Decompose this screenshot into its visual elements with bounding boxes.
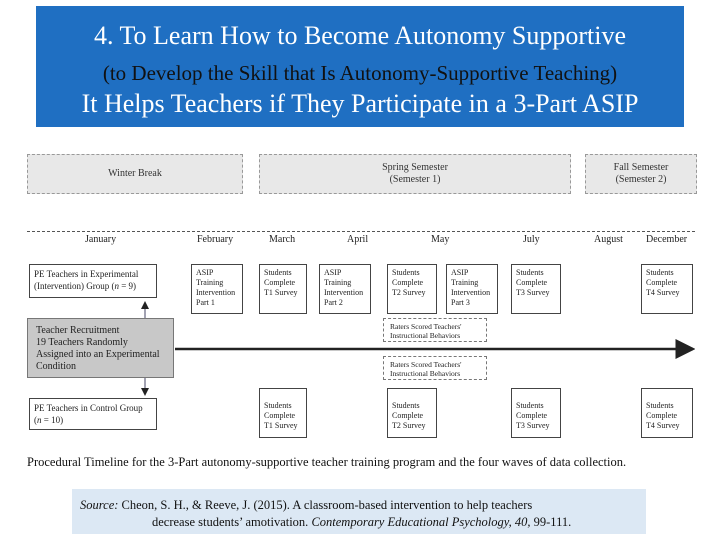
month-march: March (269, 234, 296, 245)
recruitment-line1: Teacher Recruitment (36, 325, 120, 336)
procedural-timeline-diagram (27, 150, 695, 450)
experimental-line2: (Intervention) Group (n = 9) (34, 281, 137, 291)
teacher-recruitment-box (27, 318, 174, 378)
survey-t2-experimental-box: Students Complete T2 Survey (387, 264, 437, 314)
fall-semester-label: Fall Semester (613, 162, 669, 173)
raters-box-2: Raters Scored Teachers' Instructional Behaviors (383, 356, 487, 380)
experimental-group-box (29, 264, 157, 298)
source-line2: decrease students’ amotivation. Contemporary Educational Psychology, 40, 99-111. (152, 515, 572, 529)
raters-box-1: Raters Scored Teachers' Instructional Behaviors (383, 318, 487, 342)
survey-t3-experimental-box: Students Complete T3 Survey (511, 264, 561, 314)
title-banner (36, 6, 684, 127)
survey-t4-experimental-box: Students Complete T4 Survey (641, 264, 693, 314)
spring-semester-sublabel: (Semester 1) (389, 174, 441, 185)
recruitment-line3: Assigned into an Experimental (36, 349, 160, 360)
survey-t1-experimental-box: Students Complete T1 Survey (259, 264, 307, 314)
month-may: May (431, 234, 450, 245)
survey-t2-control-box: Students Complete T2 Survey (387, 388, 437, 438)
slide-title: 4. To Learn How to Become Autonomy Supportive (93, 21, 627, 50)
survey-t1-control-box: Students Complete T1 Survey (259, 388, 307, 438)
fall-semester-sublabel: (Semester 2) (615, 174, 667, 185)
month-july: July (523, 234, 540, 245)
asip-part1-box: ASIP Training Intervention Part 1 (191, 264, 243, 314)
recruitment-line2: 19 Teachers Randomly (36, 337, 128, 348)
month-april: April (347, 234, 369, 245)
month-february: February (197, 234, 234, 245)
survey-t3-control-box: Students Complete T3 Survey (511, 388, 561, 438)
recruitment-line4: Condition (36, 361, 77, 372)
figure-caption: Procedural Timeline for the 3-Part autonomy-supportive teacher training program and the four waves of data collection. (27, 455, 627, 469)
winter-break-label: Winter Break (108, 168, 162, 179)
month-august: August (594, 234, 623, 245)
asip-part2-box: ASIP Training Intervention Part 2 (319, 264, 371, 314)
control-group-box (29, 398, 157, 430)
month-january: January (85, 234, 117, 245)
source-line1: Source: Cheon, S. H., & Reeve, J. (2015). A classroom-based intervention to help teachers (80, 498, 533, 512)
control-line1: PE Teachers in Control Group (34, 403, 143, 413)
month-december: December (646, 234, 688, 245)
control-line2: (n = 10) (34, 415, 64, 425)
slide-subtitle: (to Develop the Skill that Is Autonomy-Supportive Teaching) (102, 61, 618, 85)
slide-headline: It Helps Teachers if They Participate in a 3-Part ASIP (81, 89, 639, 118)
spring-semester-label: Spring Semester (382, 162, 448, 173)
experimental-line1: PE Teachers in Experimental (34, 269, 139, 279)
asip-part3-box: ASIP Training Intervention Part 3 (446, 264, 498, 314)
source-citation (72, 489, 646, 534)
survey-t4-control-box: Students Complete T4 Survey (641, 388, 693, 438)
